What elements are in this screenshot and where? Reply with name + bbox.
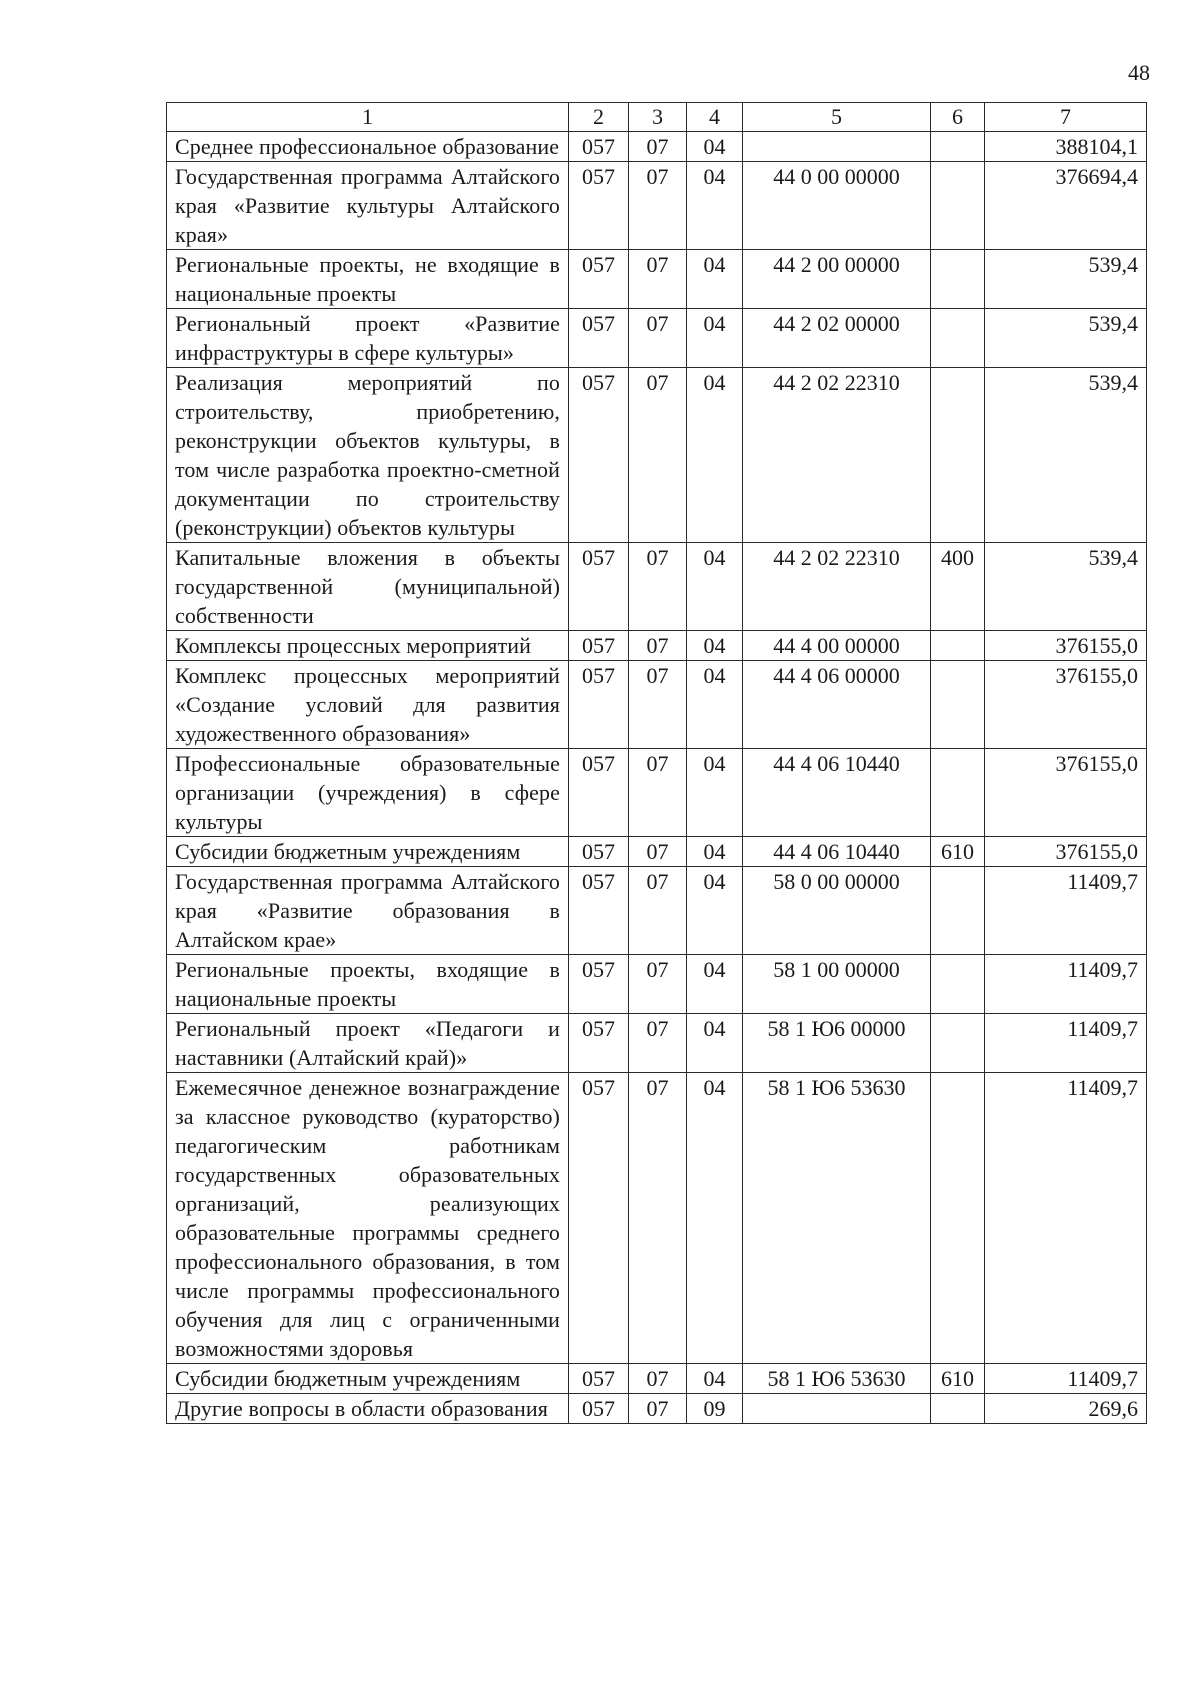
row-amount: 376155,0: [985, 631, 1147, 661]
row-name: Субсидии бюджетным учреждениям: [167, 837, 569, 867]
table-row: [167, 1014, 1147, 1073]
row-target-article: [743, 132, 931, 162]
row-name: Другие вопросы в области образования: [167, 1394, 569, 1424]
row-target-article: 44 4 06 10440: [743, 749, 931, 837]
table-row: [167, 1394, 1147, 1424]
row-amount: 11409,7: [985, 1364, 1147, 1394]
row-subsection: 04: [687, 250, 743, 309]
row-amount: 539,4: [985, 309, 1147, 368]
row-expense-type: [931, 368, 985, 543]
header-col-1: 1: [167, 103, 569, 132]
row-subsection: 09: [687, 1394, 743, 1424]
row-target-article: 58 0 00 00000: [743, 867, 931, 955]
row-section: 07: [629, 1394, 687, 1424]
row-expense-type: [931, 1073, 985, 1364]
row-admin-code: 057: [569, 1394, 629, 1424]
row-admin-code: 057: [569, 1364, 629, 1394]
row-section: 07: [629, 162, 687, 250]
row-name: Реализация мероприятий по строительству, приобретению, реконструкции объектов культуры, в том числе разработка проектно-сметной документации по строительству (реконструкции) объектов культуры: [167, 368, 569, 543]
row-section: 07: [629, 368, 687, 543]
header-col-3: 3: [629, 103, 687, 132]
row-target-article: 44 0 00 00000: [743, 162, 931, 250]
row-name: Комплексы процессных мероприятий: [167, 631, 569, 661]
row-section: 07: [629, 867, 687, 955]
budget-table: [166, 102, 1147, 1424]
row-admin-code: 057: [569, 162, 629, 250]
row-section: 07: [629, 250, 687, 309]
row-section: 07: [629, 631, 687, 661]
row-amount: 269,6: [985, 1394, 1147, 1424]
row-amount: 539,4: [985, 250, 1147, 309]
row-name: Профессиональные образовательные организации (учреждения) в сфере культуры: [167, 749, 569, 837]
row-target-article: 58 1 Ю6 53630: [743, 1073, 931, 1364]
row-subsection: 04: [687, 543, 743, 631]
row-section: 07: [629, 132, 687, 162]
table-row: [167, 1364, 1147, 1394]
row-subsection: 04: [687, 1014, 743, 1073]
row-target-article: 44 2 00 00000: [743, 250, 931, 309]
table-row: [167, 1073, 1147, 1364]
row-expense-type: 610: [931, 1364, 985, 1394]
row-admin-code: 057: [569, 837, 629, 867]
row-name: Государственная программа Алтайского края «Развитие образования в Алтайском крае»: [167, 867, 569, 955]
row-admin-code: 057: [569, 368, 629, 543]
row-amount: 11409,7: [985, 955, 1147, 1014]
page-number: 48: [1128, 60, 1150, 85]
row-amount: 376155,0: [985, 661, 1147, 749]
row-section: 07: [629, 955, 687, 1014]
row-section: 07: [629, 661, 687, 749]
row-admin-code: 057: [569, 543, 629, 631]
row-amount: 376155,0: [985, 837, 1147, 867]
header-col-4: 4: [687, 103, 743, 132]
row-section: 07: [629, 837, 687, 867]
row-name: Комплекс процессных мероприятий «Создание условий для развития художественного образования»: [167, 661, 569, 749]
row-target-article: 58 1 Ю6 53630: [743, 1364, 931, 1394]
row-section: 07: [629, 1073, 687, 1364]
row-amount: 376155,0: [985, 749, 1147, 837]
row-expense-type: 610: [931, 837, 985, 867]
row-target-article: 58 1 Ю6 00000: [743, 1014, 931, 1073]
row-amount: 539,4: [985, 543, 1147, 631]
header-col-5: 5: [743, 103, 931, 132]
row-subsection: 04: [687, 631, 743, 661]
row-amount: 11409,7: [985, 1014, 1147, 1073]
row-amount: 11409,7: [985, 867, 1147, 955]
table-row: [167, 132, 1147, 162]
row-admin-code: 057: [569, 749, 629, 837]
row-expense-type: [931, 955, 985, 1014]
row-admin-code: 057: [569, 867, 629, 955]
row-expense-type: [931, 661, 985, 749]
table-row: [167, 867, 1147, 955]
row-expense-type: [931, 250, 985, 309]
row-target-article: 44 2 02 00000: [743, 309, 931, 368]
row-subsection: 04: [687, 162, 743, 250]
row-amount: 539,4: [985, 368, 1147, 543]
row-expense-type: 400: [931, 543, 985, 631]
table-row: [167, 837, 1147, 867]
row-admin-code: 057: [569, 250, 629, 309]
row-expense-type: [931, 749, 985, 837]
header-col-7: 7: [985, 103, 1147, 132]
table-row: [167, 631, 1147, 661]
row-target-article: 44 4 06 00000: [743, 661, 931, 749]
row-subsection: 04: [687, 132, 743, 162]
table-row: [167, 749, 1147, 837]
row-target-article: [743, 1394, 931, 1424]
header-col-6: 6: [931, 103, 985, 132]
row-expense-type: [931, 1394, 985, 1424]
table-row: [167, 162, 1147, 250]
row-subsection: 04: [687, 661, 743, 749]
row-name: Региональный проект «Развитие инфраструктуры в сфере культуры»: [167, 309, 569, 368]
row-subsection: 04: [687, 368, 743, 543]
row-name: Региональные проекты, не входящие в национальные проекты: [167, 250, 569, 309]
row-name: Капитальные вложения в объекты государственной (муниципальной) собственности: [167, 543, 569, 631]
row-section: 07: [629, 1364, 687, 1394]
row-admin-code: 057: [569, 309, 629, 368]
row-name: Региональный проект «Педагоги и наставники (Алтайский край)»: [167, 1014, 569, 1073]
table-body: [167, 132, 1147, 1424]
row-expense-type: [931, 132, 985, 162]
row-admin-code: 057: [569, 955, 629, 1014]
row-subsection: 04: [687, 867, 743, 955]
row-expense-type: [931, 1014, 985, 1073]
row-section: 07: [629, 1014, 687, 1073]
table-row: [167, 661, 1147, 749]
row-admin-code: 057: [569, 631, 629, 661]
row-expense-type: [931, 309, 985, 368]
row-name: Среднее профессиональное образование: [167, 132, 569, 162]
row-expense-type: [931, 162, 985, 250]
row-name: Ежемесячное денежное вознаграждение за классное руководство (кураторство) педагогическим работникам государственных образовательных организаций, реализующих образовательные программы среднего профессионального образования, в том числе программы профессионального обучения для лиц с ограниченными возможностями здоровья: [167, 1073, 569, 1364]
header-row: [167, 103, 1147, 132]
table-row: [167, 543, 1147, 631]
row-amount: 11409,7: [985, 1073, 1147, 1364]
row-expense-type: [931, 631, 985, 661]
row-subsection: 04: [687, 309, 743, 368]
table-row: [167, 955, 1147, 1014]
row-subsection: 04: [687, 955, 743, 1014]
row-subsection: 04: [687, 1073, 743, 1364]
row-target-article: 44 2 02 22310: [743, 368, 931, 543]
row-name: Субсидии бюджетным учреждениям: [167, 1364, 569, 1394]
row-section: 07: [629, 749, 687, 837]
row-admin-code: 057: [569, 1014, 629, 1073]
header-col-2: 2: [569, 103, 629, 132]
table-header: [167, 103, 1147, 132]
table-row: [167, 250, 1147, 309]
row-subsection: 04: [687, 1364, 743, 1394]
row-name: Региональные проекты, входящие в национальные проекты: [167, 955, 569, 1014]
row-target-article: 44 4 06 10440: [743, 837, 931, 867]
table-row: [167, 368, 1147, 543]
row-target-article: 58 1 00 00000: [743, 955, 931, 1014]
row-section: 07: [629, 309, 687, 368]
row-target-article: 44 4 00 00000: [743, 631, 931, 661]
table-row: [167, 309, 1147, 368]
row-admin-code: 057: [569, 1073, 629, 1364]
row-subsection: 04: [687, 749, 743, 837]
row-amount: 376694,4: [985, 162, 1147, 250]
row-amount: 388104,1: [985, 132, 1147, 162]
row-target-article: 44 2 02 22310: [743, 543, 931, 631]
row-expense-type: [931, 867, 985, 955]
row-section: 07: [629, 543, 687, 631]
row-name: Государственная программа Алтайского края «Развитие культуры Алтайского края»: [167, 162, 569, 250]
row-admin-code: 057: [569, 661, 629, 749]
row-subsection: 04: [687, 837, 743, 867]
row-admin-code: 057: [569, 132, 629, 162]
